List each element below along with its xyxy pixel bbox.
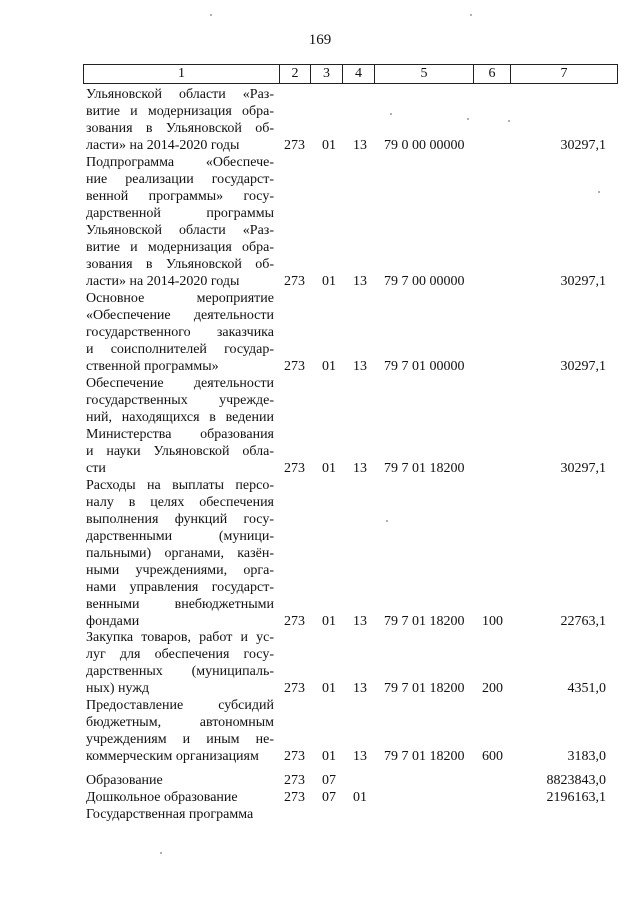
description-line: Расходы на выплаты персо-	[86, 478, 274, 493]
row-description	[86, 290, 274, 375]
cell-c3: 01	[322, 614, 336, 629]
table-row	[0, 697, 640, 765]
header-col-7: 7	[560, 66, 568, 81]
description-line: и науки Ульяновской обла-	[86, 444, 274, 459]
cell-c4: 13	[353, 614, 367, 629]
description-line: государственных учрежде-	[86, 393, 274, 408]
cell-c7: 30297,1	[560, 461, 606, 476]
description-line: налу в целях обеспечения	[86, 495, 274, 510]
description-line: фондами	[86, 614, 140, 629]
cell-c3: 01	[322, 274, 336, 289]
description-line: ний, находящихся в ведении	[86, 410, 274, 425]
page-number: 169	[308, 32, 332, 48]
description-line: пальными) органами, казён-	[86, 546, 274, 561]
description-line: ными учреждениями, орга-	[86, 563, 274, 578]
cell-c5: 79 0 00 00000	[384, 138, 465, 153]
description-line: дарственных (муниципаль-	[86, 664, 274, 679]
description-line: Министерства образования	[86, 427, 274, 442]
description-line: Подпрограмма «Обеспече-	[86, 155, 274, 170]
table-row	[0, 86, 640, 154]
cell-c4: 13	[353, 749, 367, 764]
cell-c3: 01	[322, 749, 336, 764]
table-row	[0, 629, 640, 697]
cell-c2: 273	[284, 614, 305, 629]
cell-c4: 13	[353, 359, 367, 374]
table-row	[0, 154, 640, 290]
cell-c3: 01	[322, 138, 336, 153]
description-line: Образование	[86, 773, 163, 788]
description-line: витие и модернизация обра-	[86, 240, 274, 255]
cell-c5: 79 7 01 00000	[384, 359, 465, 374]
row-description	[86, 772, 274, 789]
description-line: ласти» на 2014-2020 годы	[86, 138, 240, 153]
cell-c7: 2196163,1	[546, 790, 606, 805]
cell-c2: 273	[284, 274, 305, 289]
cell-c2: 273	[284, 749, 305, 764]
cell-c7: 30297,1	[560, 274, 606, 289]
header-col-5: 5	[375, 65, 474, 83]
description-line: зования в Ульяновской об-	[86, 257, 274, 272]
cell-c7: 22763,1	[560, 614, 606, 629]
cell-c6: 200	[482, 681, 503, 696]
cell-c2: 273	[284, 359, 305, 374]
row-description	[86, 375, 274, 477]
cell-c3: 07	[322, 773, 336, 788]
cell-c5: 79 7 01 18200	[384, 614, 465, 629]
description-line: ние реализации государст-	[86, 172, 274, 187]
description-line: Основное мероприятие	[86, 291, 274, 306]
description-line: «Обеспечение деятельности	[86, 308, 274, 323]
description-line: бюджетным, автономным	[86, 715, 274, 730]
cell-c5: 79 7 00 00000	[384, 274, 465, 289]
table-row	[0, 772, 640, 789]
cell-c3: 01	[322, 461, 336, 476]
description-line: сти	[86, 461, 106, 476]
description-line: Обеспечение деятельности	[86, 376, 274, 391]
cell-c5: 79 7 01 18200	[384, 749, 465, 764]
cell-c4: 13	[353, 461, 367, 476]
cell-c3: 01	[322, 359, 336, 374]
row-description	[86, 806, 274, 823]
cell-c6: 600	[482, 749, 503, 764]
description-line: дарственными (муници-	[86, 529, 274, 544]
description-line: венной программы» госу-	[86, 189, 274, 204]
row-description	[86, 154, 274, 290]
row-description	[86, 86, 274, 154]
row-description	[86, 697, 274, 765]
row-description	[86, 629, 274, 697]
cell-c7: 4351,0	[567, 681, 606, 696]
description-line: ласти» на 2014-2020 годы	[86, 274, 240, 289]
row-description	[86, 477, 274, 630]
header-col-2: 2	[280, 65, 311, 83]
table-row	[0, 806, 640, 823]
description-line: и соисполнителей государ-	[86, 342, 274, 357]
cell-c2: 273	[284, 461, 305, 476]
description-line: Ульяновской области «Раз-	[86, 223, 274, 238]
description-line: зования в Ульяновской об-	[86, 121, 274, 136]
table-row	[0, 789, 640, 806]
cell-c5: 79 7 01 18200	[384, 461, 465, 476]
description-line: коммерческим организациям	[86, 749, 259, 764]
cell-c3: 01	[322, 681, 336, 696]
cell-c4: 13	[353, 681, 367, 696]
description-line: ных) нужд	[86, 681, 150, 696]
description-line: Закупка товаров, работ и ус-	[86, 630, 274, 645]
description-line: Дошкольное образование	[86, 790, 238, 805]
cell-c3: 07	[322, 790, 336, 805]
description-line: выполнения функций госу-	[86, 512, 274, 527]
table-row	[0, 477, 640, 630]
description-line: учреждениям и иным не-	[86, 732, 274, 747]
cell-c2: 273	[284, 790, 305, 805]
cell-c7: 3183,0	[567, 749, 606, 764]
description-line: луг для обеспечения госу-	[86, 647, 274, 662]
table-row	[0, 375, 640, 477]
description-line: венными внебюджетными	[86, 597, 274, 612]
description-line: дарственной программы	[86, 206, 274, 221]
header-col-3: 3	[311, 65, 343, 83]
row-description	[86, 789, 274, 806]
cell-c2: 273	[284, 681, 305, 696]
description-line: нами управления государст-	[86, 580, 274, 595]
table-row	[0, 290, 640, 375]
cell-c2: 273	[284, 138, 305, 153]
description-line: витие и модернизация обра-	[86, 104, 274, 119]
cell-c7: 8823843,0	[546, 773, 606, 788]
cell-c4: 13	[353, 138, 367, 153]
cell-c6: 100	[482, 614, 503, 629]
header-col-6: 6	[474, 65, 511, 83]
cell-c5: 79 7 01 18200	[384, 681, 465, 696]
description-line: Ульяновской области «Раз-	[86, 87, 274, 102]
cell-c7: 30297,1	[560, 138, 606, 153]
header-col-1: 1	[84, 65, 280, 83]
table-header	[83, 64, 618, 84]
cell-c4: 13	[353, 274, 367, 289]
description-line: ственной программы»	[86, 359, 219, 374]
description-line: государственного заказчика	[86, 325, 274, 340]
header-col-4: 4	[343, 65, 375, 83]
cell-c2: 273	[284, 773, 305, 788]
description-line: Государственная программа	[86, 807, 254, 822]
description-line: Предоставление субсидий	[86, 698, 274, 713]
cell-c4: 01	[353, 790, 367, 805]
cell-c7: 30297,1	[560, 359, 606, 374]
